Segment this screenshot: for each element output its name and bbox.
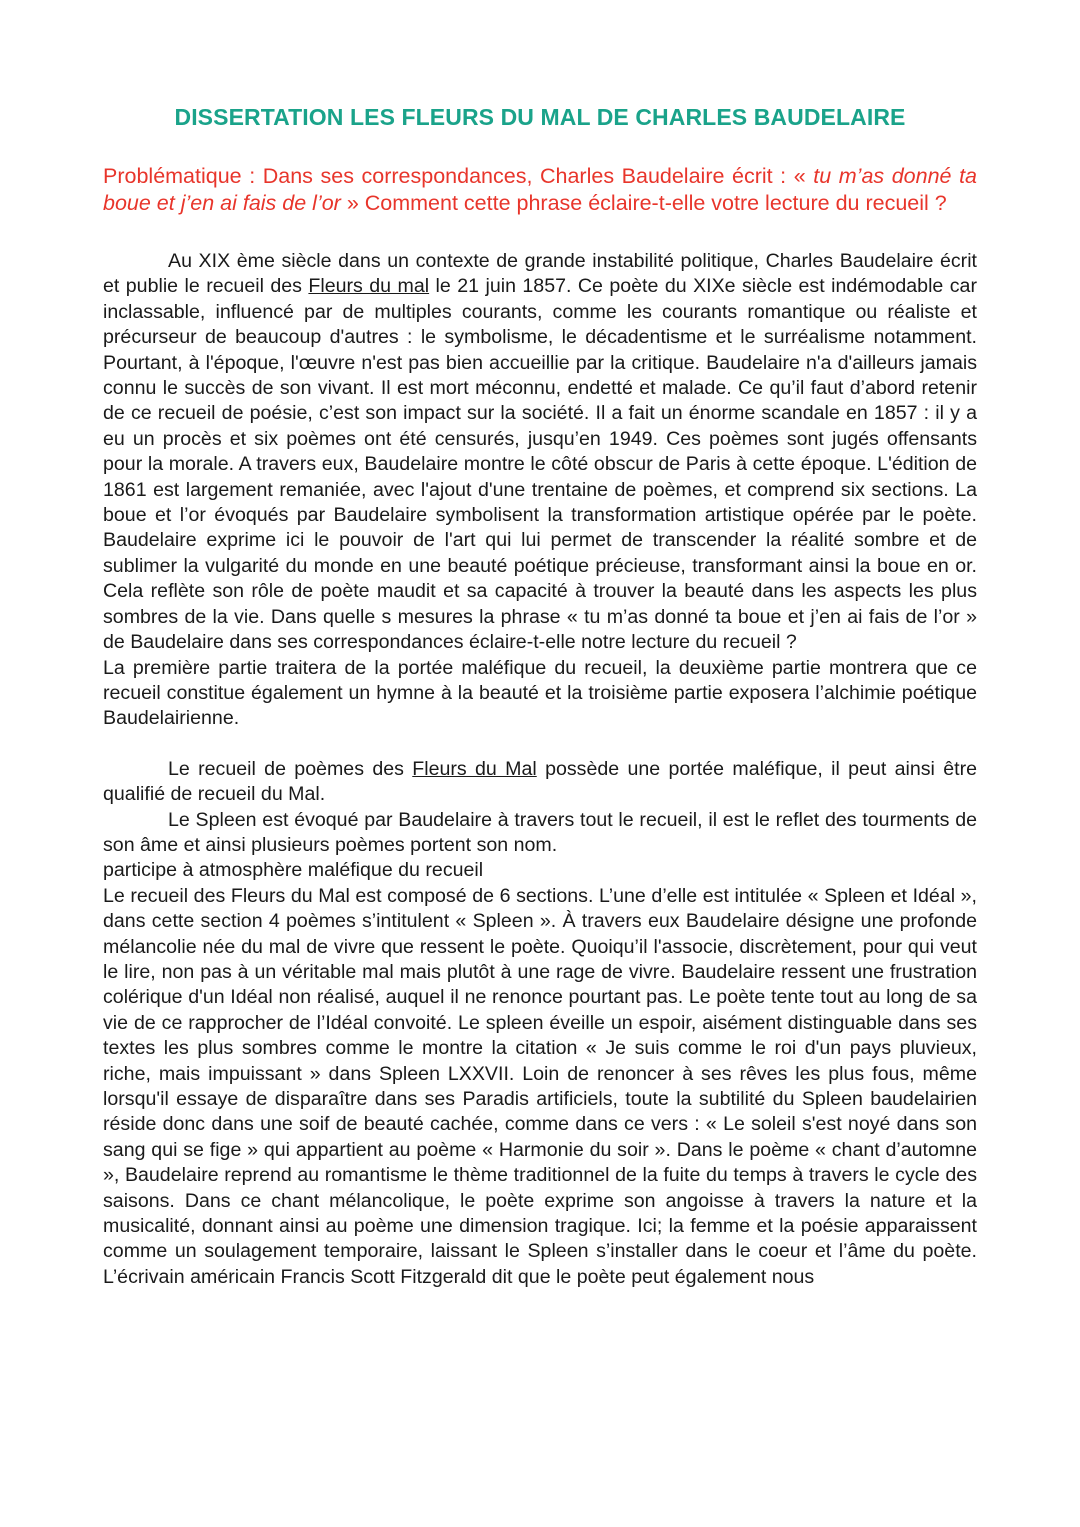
part1-text-after: possède une portée maléfique, il peut ainsi être qualifié de recueil du Mal. <box>103 757 977 806</box>
essay-body <box>103 249 977 1290</box>
work-title-underlined: Fleurs du Mal <box>412 757 537 780</box>
problematique-intro: Problématique : Dans ses correspondances, Charles Baudelaire écrit : « <box>103 164 806 188</box>
work-title-link: Fleurs du mal <box>308 275 430 298</box>
problematique-quote: tu m’as donné ta boue et j’en ai fais de l’or <box>103 164 978 215</box>
problematique <box>103 163 977 217</box>
long-paragraph: Le recueil des Fleurs du Mal est composé de 6 sections. L’une d’elle est intitulée « Spleen et Idéal », dans cette section 4 poèmes s’intitulent « Spleen ». À travers eux Baudelaire désigne une profonde mélancolie née du mal de vivre que ressent le poète. Quoiqu’il l'associe, discrètement, pour qui veut le lire, non pas à un véritable mal mais plutôt à une rage de vivre. Baudelaire ressent une frustration colérique d'un Idéal non réalisé, auquel il ne renonce pourtant pas. Le poète tente tout au long de sa vie de ce rapprocher de l’Idéal convoité. Le spleen éveille un espoir, aisément distinguable dans ses textes les plus sombres comme le montre la citation « Je suis comme le roi d'un pays pluvieux, riche, mais impuissant » dans Spleen LXXVII. Loin de renoncer à ses rêves les plus fous, même lorsqu'il essaye de disparaître dans ses Paradis artificiels, toute la subtilité du Spleen baudelairien réside donc dans une soif de beauté cachée, comme dans ce vers : « Le soleil s'est noyé dans son sang qui se fige » qui appartient au poème « Harmonie du soir ». Dans le poème « chant d’automne », Baudelaire reprend au romantisme le thème traditionnel de la fuite du temps à travers le cycle des saisons. Dans ce chant mélancolique, le poète exprime son angoisse à travers la nature et la musicalité, donnant ainsi au poème une dimension tragique. Ici; la femme et la poésie apparaissent comme un soulagement temporaire, laissant le Spleen s’installer dans le coeur et l’âme du poète. L’écrivain américain Francis Scott Fitzgerald dit que le poète peut également nous <box>103 884 977 1288</box>
spleen-paragraph: Le Spleen est évoqué par Baudelaire à travers tout le recueil, il est le reflet des tourments de son âme et ainsi plusieurs poèmes portent son nom. <box>103 808 977 856</box>
part1-paragraph <box>103 757 977 808</box>
atmosphere-line: participe à atmosphère maléfique du recueil <box>103 859 484 882</box>
plan-paragraph: La première partie traitera de la portée maléfique du recueil, la deuxième partie montrera que ce recueil constitue également un hymne à la beauté et la troisième partie exposera l’alchimie poétique Baudelairienne. <box>103 656 977 730</box>
intro-paragraph <box>103 249 977 656</box>
intro-text-after: le 21 juin 1857. Ce poète du XIXe siècle est indémodable car inclassable, influencé par de multiples courants, comme les courants romantique ou réaliste et précurseur de beaucoup d'autres : le symbolisme, le décadentisme et le surréalisme notamment. Pourtant, à l'époque, l'œuvre n'est pas bien accueillie par la critique. Baudelaire n'a d'ailleurs jamais connu le succès de son vivant. Il est mort méconnu, endetté et malade. Ce qu’il faut d’abord retenir de ce recueil de poésie, c’est son impact sur la société. Il a fait un énorme scandale en 1857 : il y a eu un procès et six poèmes ont été censurés, jusqu’en 1949. Ces poèmes sont jugés offensants pour la morale. A travers eux, Baudelaire montre le côté obscur de Paris à cette époque. L'édition de 1861 est largement remaniée, avec l'ajout d'une trentaine de poèmes, et comprend six sections. La boue et l’or évoqués par Baudelaire symbolisent la transformation artistique opérée par le poète. Baudelaire exprime ici le pouvoir de l'art qui lui permet de transcender la réalité sombre et de sublimer la vulgarité du monde en une beauté poétique précieuse, transformant ainsi la boue en or. Cela reflète son rôle de poète maudit et sa capacité à trouver la beauté dans les aspects les plus sombres de la vie. Dans quelle s mesures la phrase « tu m’as donné ta boue et j’en ai fais de l’or » de Baudelaire dans ses correspondances éclaire-t-elle notre lecture du recueil ? <box>103 275 977 654</box>
document-title: DISSERTATION LES FLEURS DU MAL DE CHARLES BAUDELAIRE <box>174 104 906 130</box>
intro-text-before: Au XIX ème siècle dans un contexte de grande instabilité politique, Charles Baudelaire écrit et publie le recueil des <box>103 250 977 298</box>
problematique-outro: » Comment cette phrase éclaire-t-elle votre lecture du recueil ? <box>346 191 947 215</box>
part1-text-before: Le recueil de poèmes des <box>168 757 413 780</box>
document-page <box>103 104 977 1290</box>
